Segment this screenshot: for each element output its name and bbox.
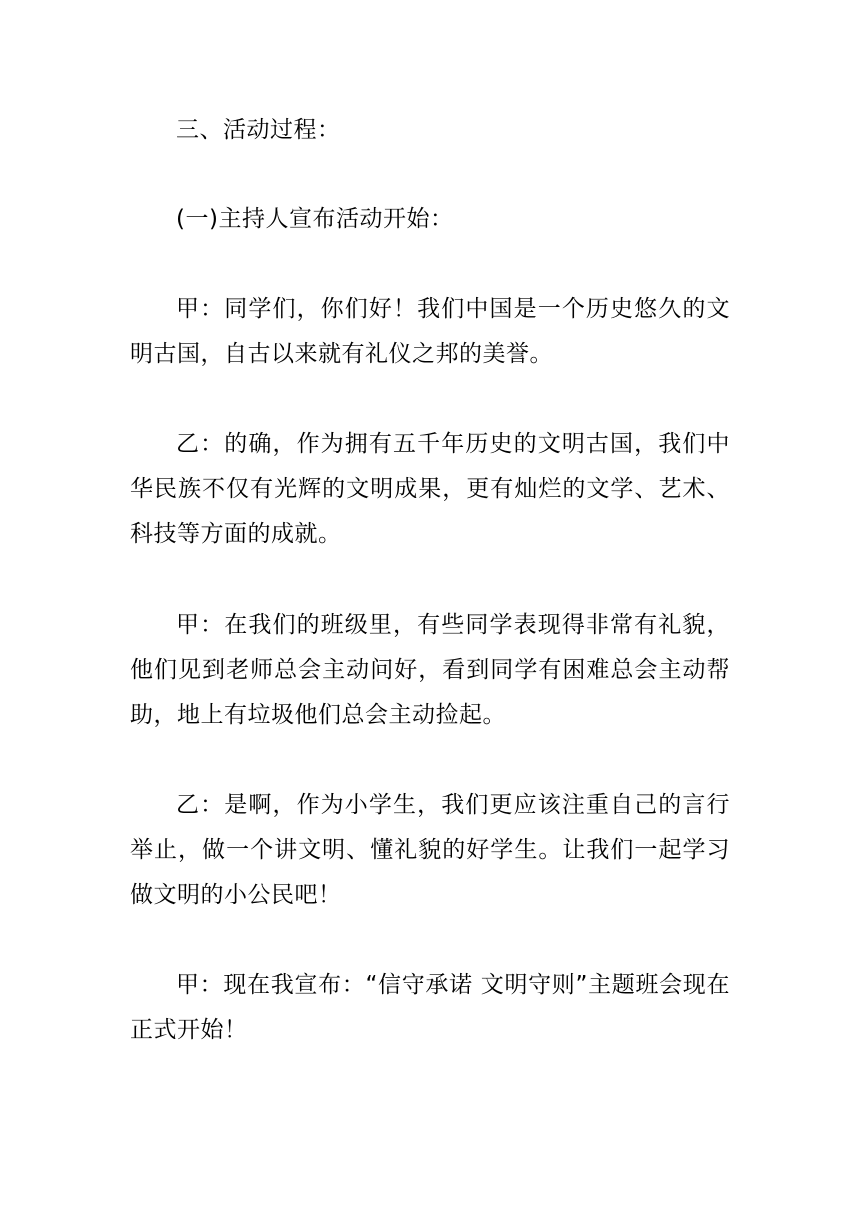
subheading: (一)主持人宣布活动开始： (176, 206, 454, 232)
paragraph-4: 乙：是啊，作为小学生，我们更应该注重自己的言行举止，做一个讲文明、懂礼貌的好学生。让我们一起学习做文明的小公民吧！ (130, 792, 730, 908)
section-heading: 三、活动过程： (176, 117, 341, 143)
paragraph-2: 乙：的确，作为拥有五千年历史的文明古国，我们中华民族不仅有光辉的文明成果，更有灿烂的文学、艺术、科技等方面的成就。 (130, 431, 730, 547)
paragraph-1: 甲：同学们，你们好！我们中国是一个历史悠久的文明古国，自古以来就有礼仪之邦的美誉。 (130, 296, 730, 367)
paragraph-5: 甲：现在我宣布：“信守承诺 文明守则”主题班会现在正式开始！ (130, 972, 730, 1043)
paragraph-3: 甲：在我们的班级里，有些同学表现得非常有礼貌，他们见到老师总会主动问好，看到同学有困难总会主动帮助，地上有垃圾他们总会主动捡起。 (130, 612, 730, 728)
